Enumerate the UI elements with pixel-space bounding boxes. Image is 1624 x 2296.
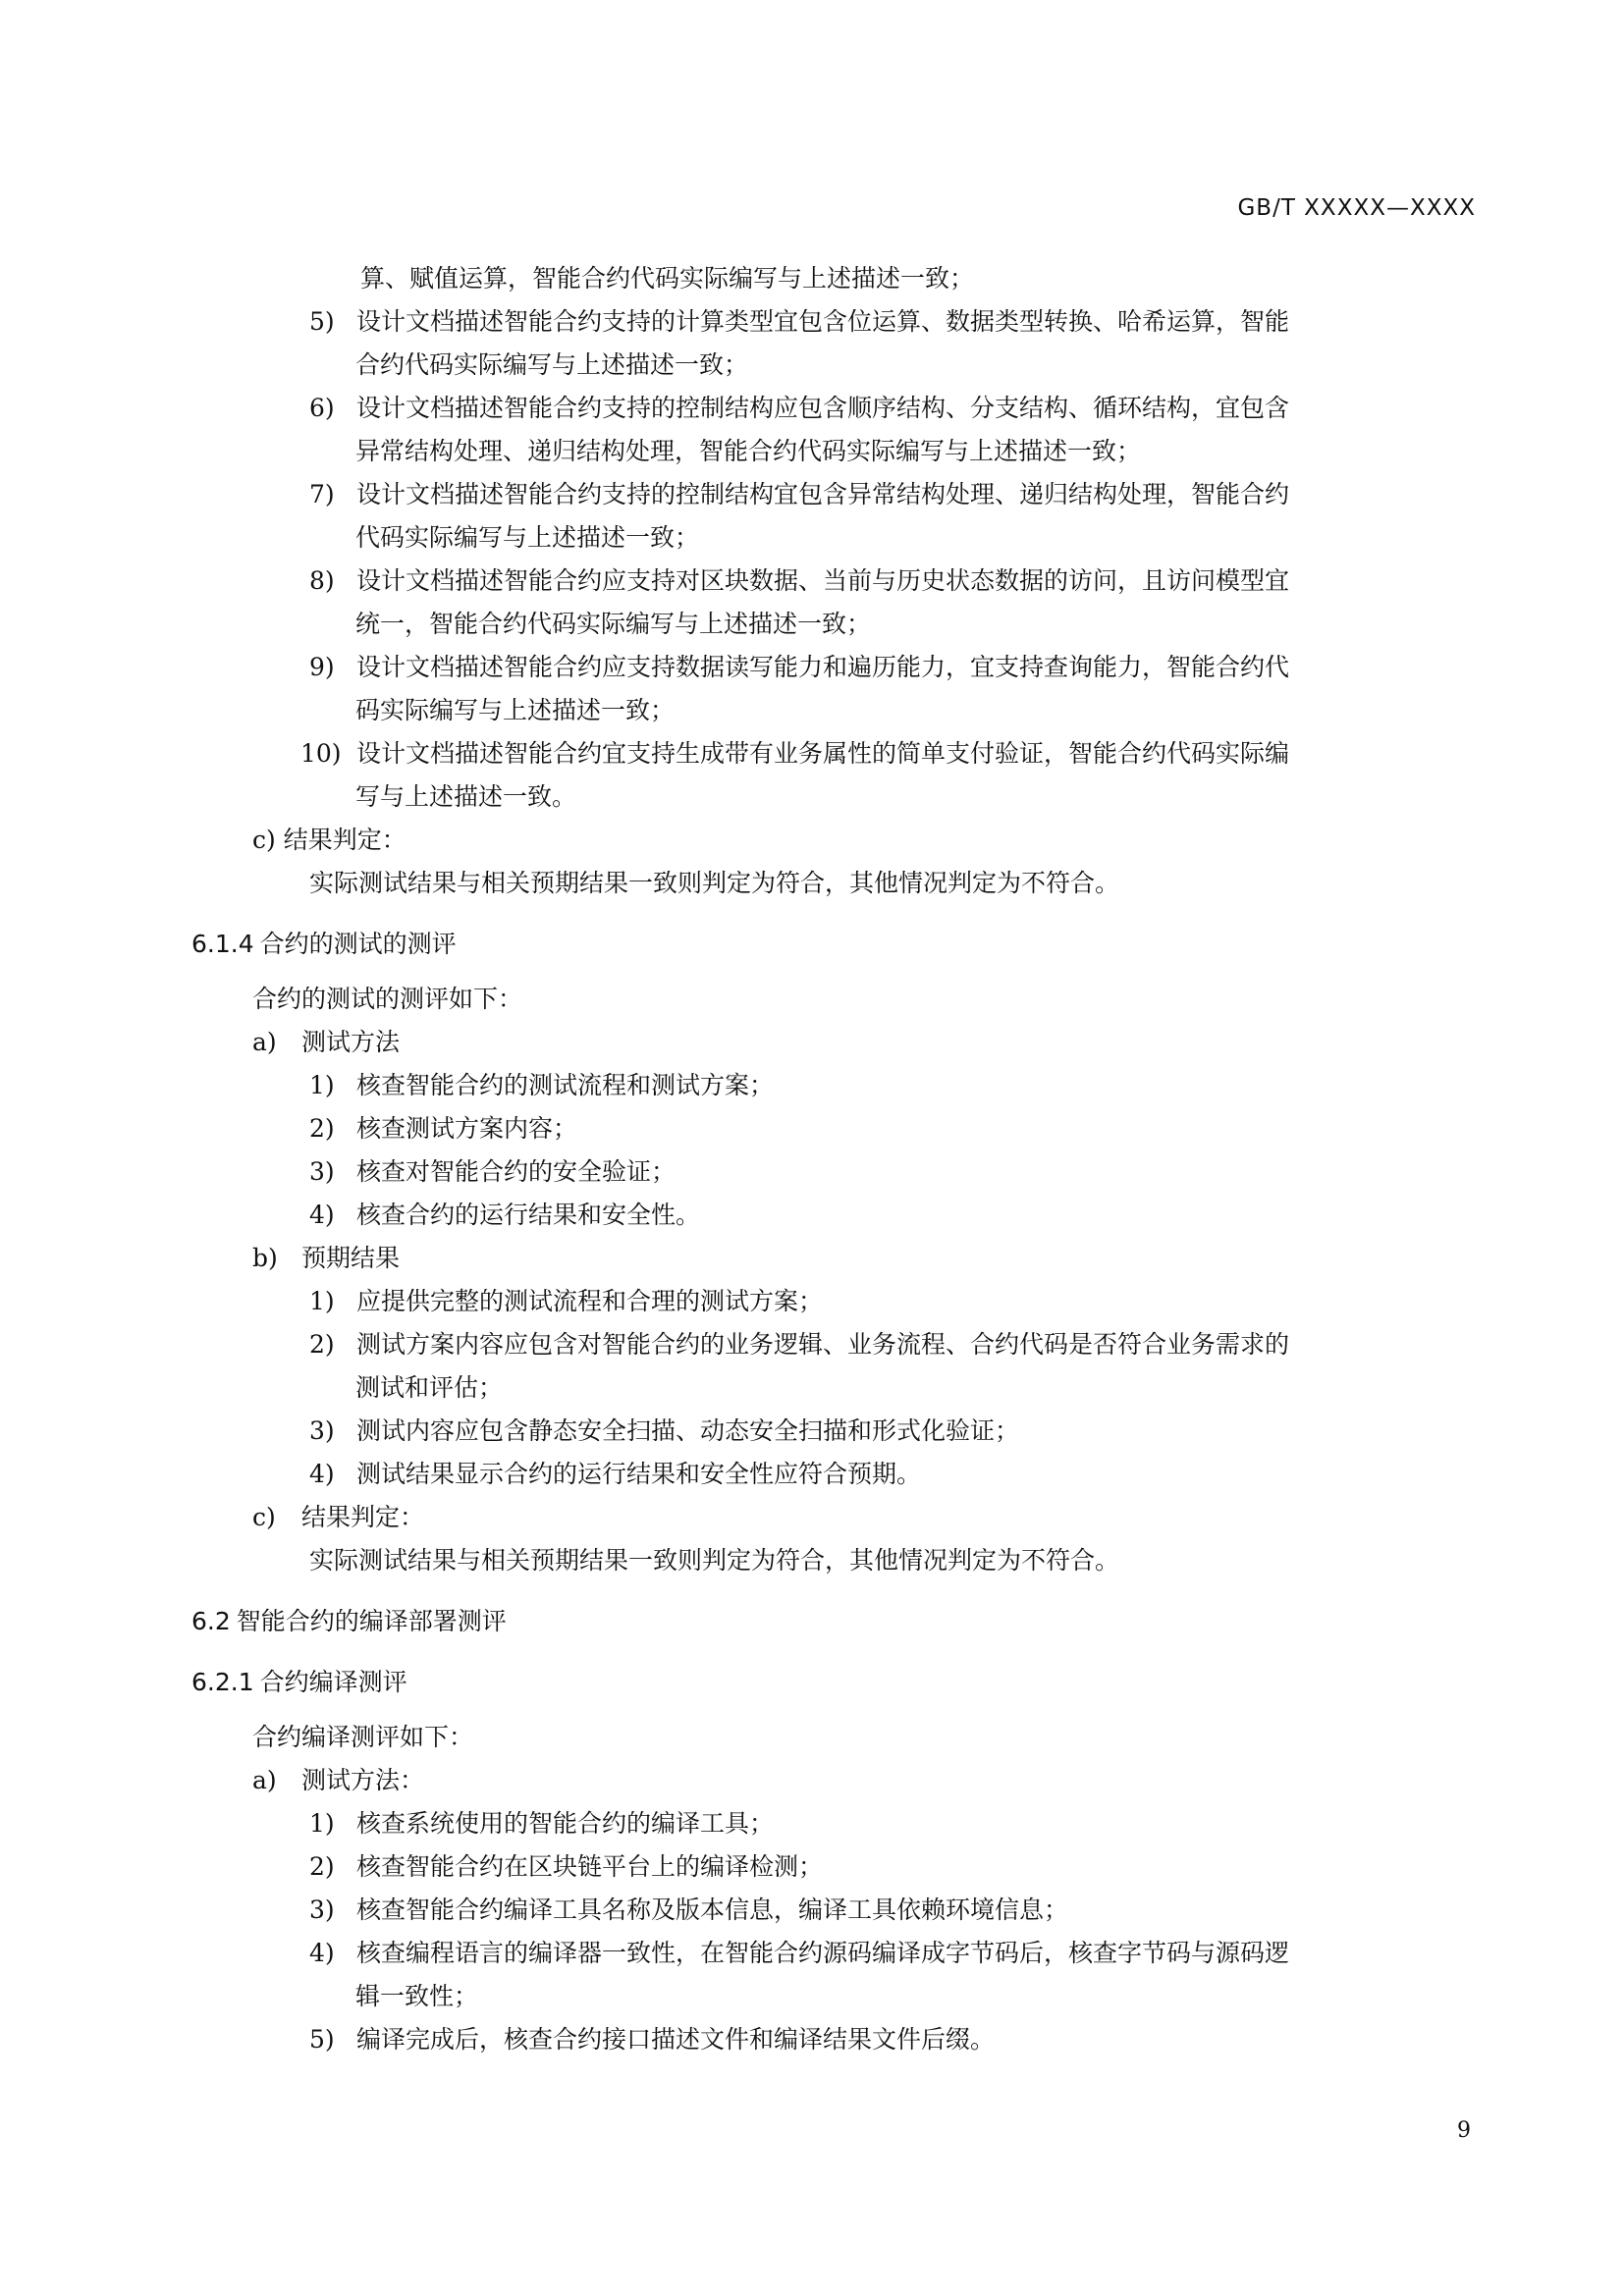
page-body bbox=[191, 257, 1476, 2061]
item-text: 异常结构处理、递归结构处理，智能合约代码实际编写与上述描述一致； bbox=[355, 437, 1142, 465]
list-item bbox=[191, 1194, 1476, 1237]
clause-label: c) bbox=[252, 1503, 276, 1531]
item-number: 1) bbox=[309, 1287, 335, 1315]
item-text: 设计文档描述智能合约应支持数据读写能力和遍历能力，宜支持查询能力，智能合约代 bbox=[356, 653, 1290, 681]
item-number: 2) bbox=[309, 1330, 335, 1359]
list-item bbox=[191, 1453, 1476, 1496]
list-item bbox=[191, 1107, 1476, 1150]
item-text: 代码实际编写与上述描述一致； bbox=[355, 523, 700, 552]
item-text: 核查测试方案内容； bbox=[356, 1114, 578, 1143]
standard-code: GB/T XXXXX—XXXX bbox=[1237, 195, 1476, 221]
list-item bbox=[191, 1845, 1476, 1889]
item-number: 7) bbox=[309, 480, 335, 508]
page-number: 9 bbox=[1457, 2118, 1471, 2143]
clause-label: a) bbox=[252, 1766, 277, 1794]
item-text: 设计文档描述智能合约应支持对区块数据、当前与历史状态数据的访问，且访问模型宜 bbox=[356, 566, 1290, 595]
item-number: 8) bbox=[309, 566, 335, 595]
section-title: 合约编译测评 bbox=[259, 1668, 407, 1696]
item-text: 核查智能合约在区块链平台上的编译检测； bbox=[356, 1852, 824, 1881]
item-text: 测试内容应包含静态安全扫描、动态安全扫描和形式化验证； bbox=[356, 1416, 1020, 1445]
item-text: 设计文档描述智能合约支持的控制结构宜包含异常结构处理、递归结构处理，智能合约 bbox=[356, 480, 1290, 508]
list-item bbox=[191, 646, 1476, 732]
section-lead: 合约编译测评如下： bbox=[252, 1723, 474, 1751]
list-item bbox=[191, 1889, 1476, 1932]
clause-title: 结果判定： bbox=[301, 1503, 425, 1531]
result-text: 实际测试结果与相关预期结果一致则判定为符合，其他情况判定为不符合。 bbox=[309, 869, 1120, 897]
item-number: 9) bbox=[309, 653, 335, 681]
item-text: 合约代码实际编写与上述描述一致； bbox=[355, 350, 749, 379]
section-title: 智能合约的编译部署测评 bbox=[236, 1607, 507, 1635]
item-number: 10) bbox=[300, 739, 342, 768]
list-item bbox=[191, 1932, 1476, 2018]
section-number: 6.2.1 bbox=[191, 1668, 254, 1696]
list-item bbox=[191, 300, 1476, 387]
section-lead: 合约的测试的测评如下： bbox=[252, 985, 523, 1013]
item-number: 4) bbox=[309, 1939, 335, 1967]
list-item bbox=[191, 1323, 1476, 1410]
result-label: c) 结果判定： bbox=[252, 826, 406, 854]
section-title: 合约的测试的测评 bbox=[259, 930, 457, 958]
item-number: 1) bbox=[309, 1071, 335, 1099]
clause-label: b) bbox=[252, 1244, 278, 1272]
sub-clause-c bbox=[191, 1496, 1476, 1539]
item-text: 核查系统使用的智能合约的编译工具； bbox=[356, 1809, 775, 1838]
item-number: 2) bbox=[309, 1852, 335, 1881]
clause-label: a) bbox=[252, 1028, 277, 1056]
item-number: 4) bbox=[309, 1460, 335, 1488]
clause-title: 测试方法 bbox=[301, 1028, 401, 1056]
item-text: 应提供完整的测试流程和合理的测试方案； bbox=[356, 1287, 824, 1315]
item-number: 6) bbox=[309, 394, 335, 422]
item-text: 核查编程语言的编译器一致性，在智能合约源码编译成字节码后，核查字节码与源码逻 bbox=[356, 1939, 1290, 1967]
section-number: 6.1.4 bbox=[191, 930, 254, 958]
item-text: 核查对智能合约的安全验证； bbox=[356, 1157, 677, 1186]
list-item bbox=[191, 387, 1476, 473]
item-text: 设计文档描述智能合约宜支持生成带有业务属性的简单支付验证，智能合约代码实际编 bbox=[356, 739, 1290, 768]
item-number: 3) bbox=[309, 1416, 335, 1445]
item-text: 核查合约的运行结果和安全性。 bbox=[356, 1201, 701, 1229]
list-item bbox=[191, 1150, 1476, 1194]
sub-clause-a bbox=[191, 1759, 1476, 1802]
clause-title: 预期结果 bbox=[301, 1244, 401, 1272]
item-text: 设计文档描述智能合约支持的计算类型宜包含位运算、数据类型转换、哈希运算，智能 bbox=[356, 307, 1290, 336]
list-item bbox=[191, 1064, 1476, 1107]
list-item bbox=[191, 560, 1476, 646]
item-text: 设计文档描述智能合约支持的控制结构应包含顺序结构、分支结构、循环结构，宜包含 bbox=[356, 394, 1290, 422]
item-number: 5) bbox=[309, 307, 335, 336]
list-item bbox=[191, 2018, 1476, 2061]
sub-clause-a bbox=[191, 1021, 1476, 1064]
item-text: 辑一致性； bbox=[355, 1982, 479, 2010]
list-item-continuation: 算、赋值运算，智能合约代码实际编写与上述描述一致； bbox=[360, 264, 975, 293]
list-item bbox=[191, 1802, 1476, 1845]
clause-title: 测试方法： bbox=[301, 1766, 425, 1794]
section-number: 6.2 bbox=[191, 1607, 231, 1635]
item-text: 测试方案内容应包含对智能合约的业务逻辑、业务流程、合约代码是否符合业务需求的 bbox=[356, 1330, 1290, 1359]
sub-clause-b bbox=[191, 1237, 1476, 1280]
item-number: 5) bbox=[309, 2025, 335, 2054]
item-number: 3) bbox=[309, 1896, 335, 1924]
item-text: 测试和评估； bbox=[355, 1373, 504, 1402]
item-text: 统一，智能合约代码实际编写与上述描述一致； bbox=[355, 610, 872, 638]
item-number: 4) bbox=[309, 1201, 335, 1229]
list-item bbox=[191, 732, 1476, 819]
item-number: 1) bbox=[309, 1809, 335, 1838]
item-text: 写与上述描述一致。 bbox=[355, 782, 577, 811]
section-heading-6-1-4 bbox=[191, 923, 1476, 966]
section-heading-6-2-1 bbox=[191, 1661, 1476, 1704]
item-number: 3) bbox=[309, 1157, 335, 1186]
item-text: 码实际编写与上述描述一致； bbox=[355, 696, 676, 724]
item-text: 核查智能合约的测试流程和测试方案； bbox=[356, 1071, 775, 1099]
list-item bbox=[191, 1280, 1476, 1323]
item-number: 2) bbox=[309, 1114, 335, 1143]
list-item bbox=[191, 473, 1476, 560]
item-text: 核查智能合约编译工具名称及版本信息，编译工具依赖环境信息； bbox=[356, 1896, 1069, 1924]
section-heading-6-2 bbox=[191, 1600, 1476, 1643]
item-text: 测试结果显示合约的运行结果和安全性应符合预期。 bbox=[356, 1460, 922, 1488]
list-item bbox=[191, 1410, 1476, 1453]
item-text: 编译完成后，核查合约接口描述文件和编译结果文件后缀。 bbox=[356, 2025, 996, 2054]
result-text: 实际测试结果与相关预期结果一致则判定为符合，其他情况判定为不符合。 bbox=[309, 1546, 1120, 1575]
